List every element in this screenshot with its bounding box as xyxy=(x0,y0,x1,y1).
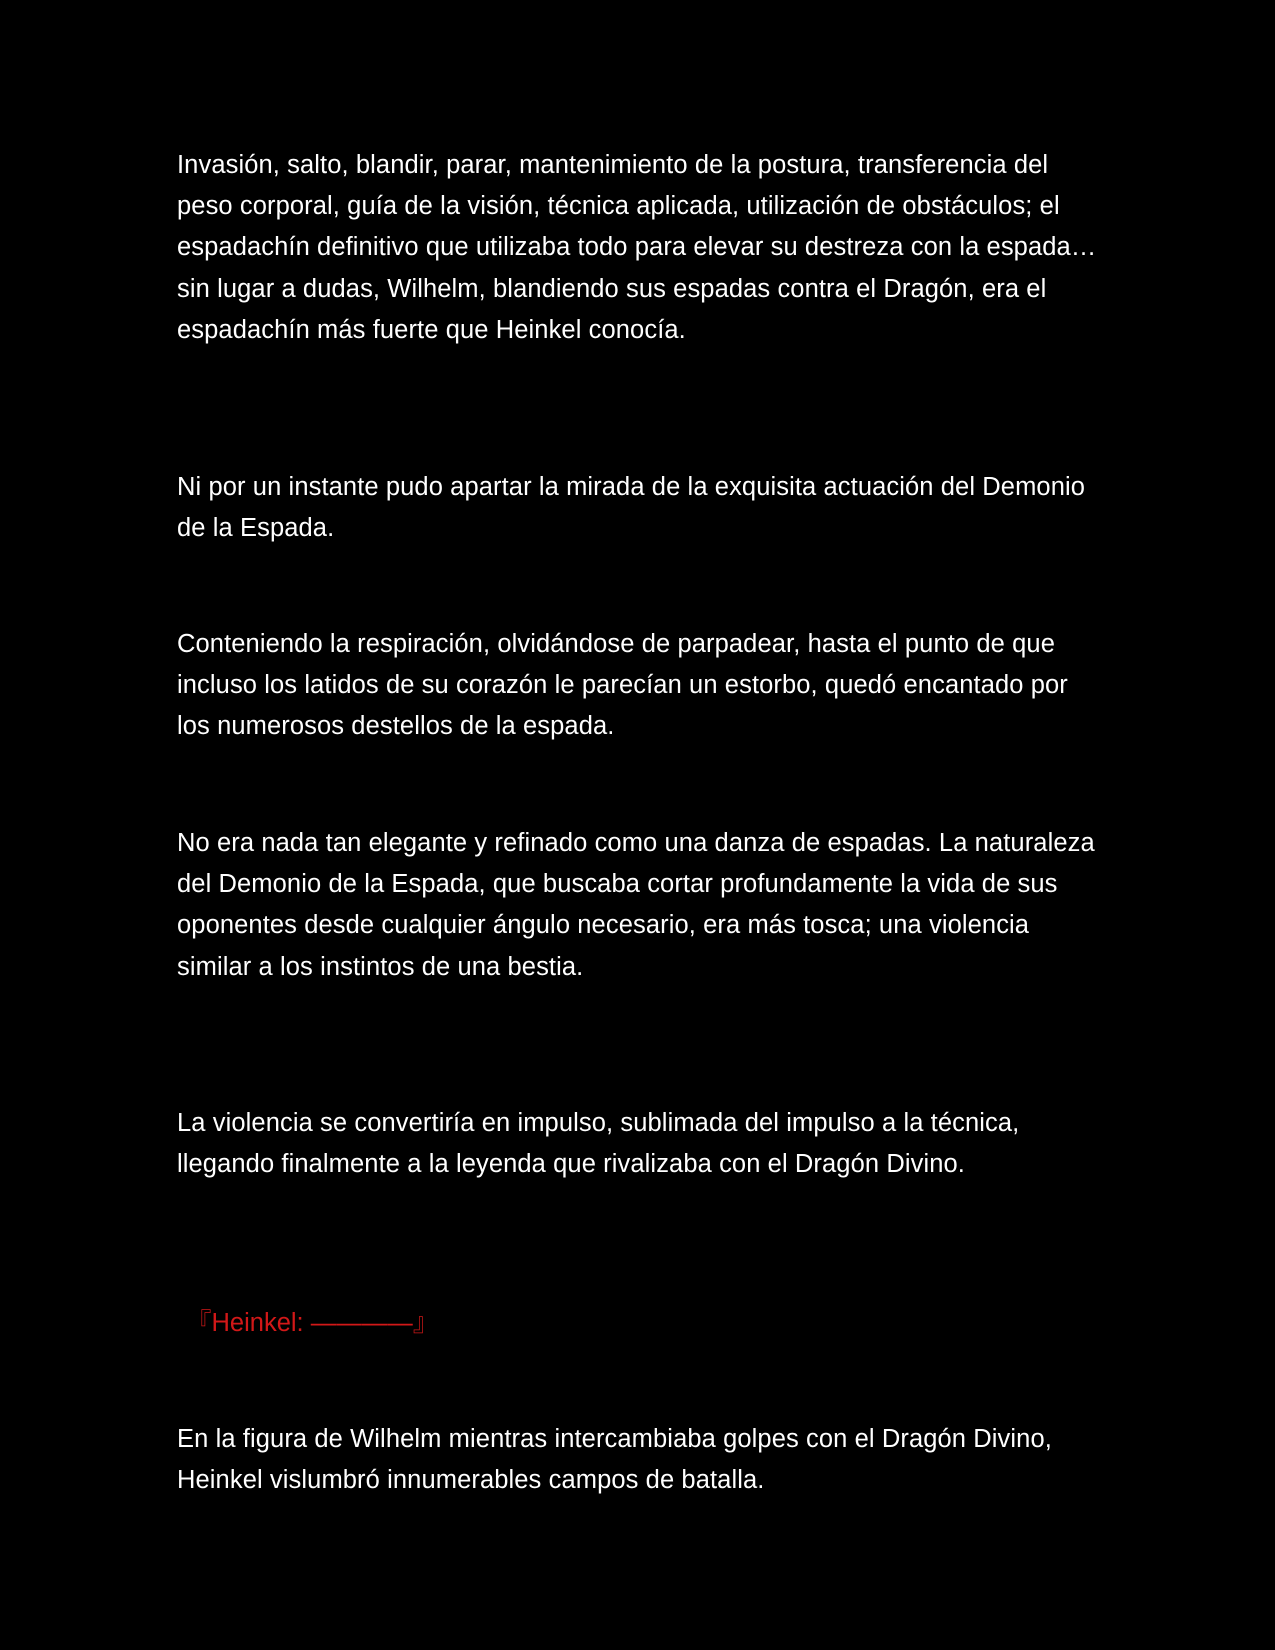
paragraph-5: La violencia se convertiría en impulso, sublimada del impulso a la técnica, llegando finalmente a la leyenda que rivalizaba con el Dragón Divino. xyxy=(177,1109,1020,1179)
paragraph-4: No era nada tan elegante y refinado como una danza de espadas. La naturaleza del Demonio de la Espada, que buscaba cortar profundamente la vida de sus oponentes desde cualquier ángulo necesario, era más tosca; una violencia similar a los instintos de una bestia. xyxy=(177,829,1095,981)
dialogue-line-heinkel: 『Heinkel: ————』 xyxy=(186,1309,439,1337)
paragraph-3: Conteniendo la respiración, olvidándose de parpadear, hasta el punto de que incluso los latidos de su corazón le parecían un estorbo, quedó encantado por los numerosos destellos de la espada. xyxy=(177,630,1068,741)
paragraph-2: Ni por un instante pudo apartar la mirada de la exquisita actuación del Demonio de la Espada. xyxy=(177,473,1086,543)
paragraph-6: En la figura de Wilhelm mientras intercambiaba golpes con el Dragón Divino, Heinkel vislumbró innumerables campos de batalla. xyxy=(177,1425,1052,1495)
paragraph-1: Invasión, salto, blandir, parar, mantenimiento de la postura, transferencia del peso corporal, guía de la visión, técnica aplicada, utilización de obstáculos; el espadachín definitivo que utilizaba todo para elevar su destreza con la espada… sin lugar a dudas, Wilhelm, blandiendo sus espadas contra el Dragón, era el espadachín más fuerte que Heinkel conocía. xyxy=(177,151,1097,344)
